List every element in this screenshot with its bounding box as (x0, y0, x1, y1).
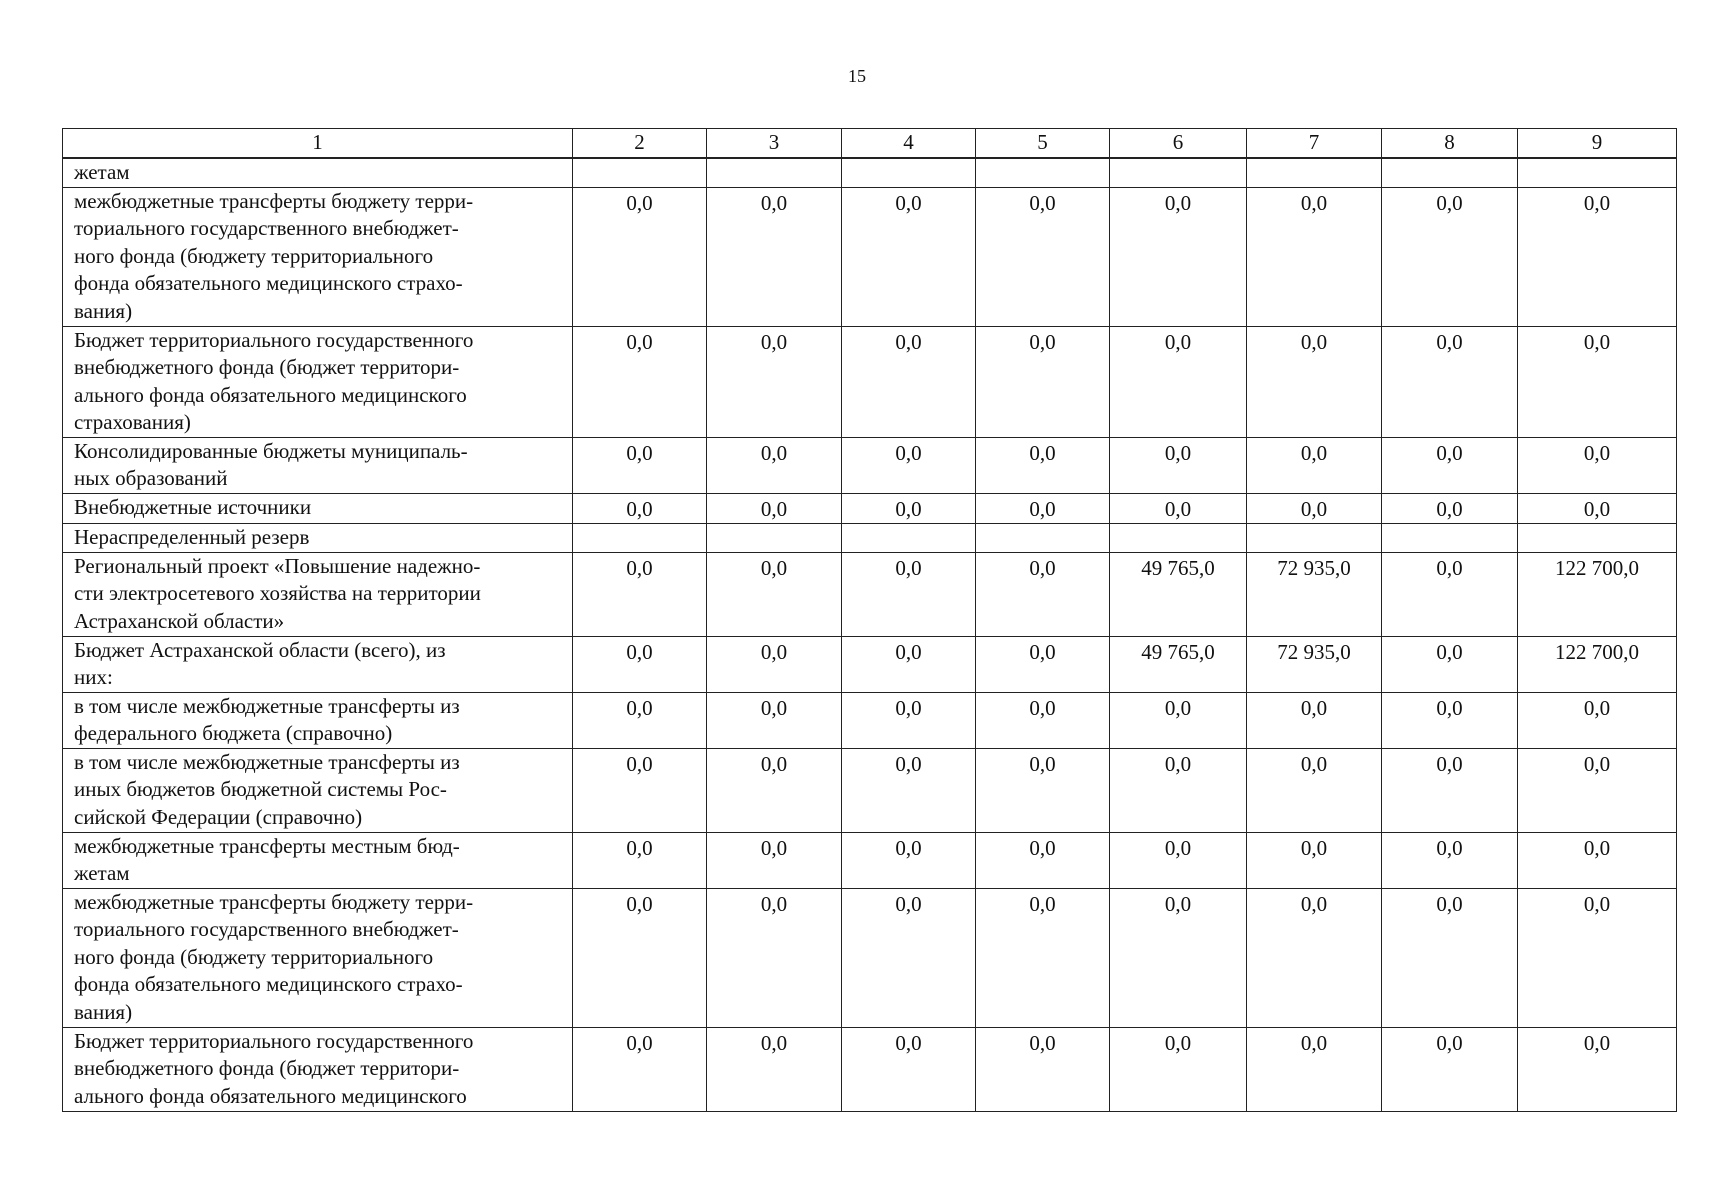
table-row (63, 493, 1677, 524)
value-cell: 0,0 (976, 832, 1110, 888)
value-cell: 0,0 (842, 692, 976, 748)
value-cell: 0,0 (1247, 326, 1382, 437)
value-cell: 0,0 (1382, 888, 1518, 1027)
column-header: 7 (1247, 129, 1382, 159)
value-cell: 0,0 (1518, 692, 1677, 748)
column-header: 1 (63, 129, 573, 159)
column-header: 3 (707, 129, 842, 159)
value-cell: 0,0 (1247, 832, 1382, 888)
row-label: межбюджетные трансферты бюджету терри- ториального государственного внебюджет- ного фонда (бюджету территориального фонда обязательного медицинского страхо- вания) (63, 888, 573, 1027)
value-cell: 0,0 (1518, 1027, 1677, 1111)
value-cell: 0,0 (707, 326, 842, 437)
value-cell: 0,0 (1110, 1027, 1247, 1111)
table-row (63, 326, 1677, 437)
column-header: 8 (1382, 129, 1518, 159)
value-cell: 0,0 (976, 692, 1110, 748)
value-cell: 0,0 (573, 692, 707, 748)
value-cell: 0,0 (976, 326, 1110, 437)
value-cell: 0,0 (707, 748, 842, 832)
value-cell (573, 158, 707, 187)
row-label: Консолидированные бюджеты муниципаль- ных образований (63, 437, 573, 493)
value-cell: 0,0 (707, 832, 842, 888)
value-cell: 0,0 (1518, 187, 1677, 326)
value-cell: 0,0 (573, 1027, 707, 1111)
table-row (63, 692, 1677, 748)
value-cell (1110, 158, 1247, 187)
value-cell: 0,0 (573, 888, 707, 1027)
value-cell (573, 524, 707, 553)
value-cell: 0,0 (1518, 437, 1677, 493)
row-label: Нераспределенный резерв (63, 524, 573, 553)
value-cell: 0,0 (1247, 748, 1382, 832)
row-label: жетам (63, 158, 573, 187)
value-cell: 0,0 (842, 437, 976, 493)
row-label: межбюджетные трансферты бюджету терри- ториального государственного внебюджет- ного фонда (бюджету территориального фонда обязательного медицинского страхо- вания) (63, 187, 573, 326)
row-label: в том числе межбюджетные трансферты из иных бюджетов бюджетной системы Рос- сийской Федерации (справочно) (63, 748, 573, 832)
value-cell: 0,0 (1247, 493, 1382, 524)
value-cell: 0,0 (1110, 326, 1247, 437)
value-cell: 0,0 (1110, 493, 1247, 524)
value-cell: 0,0 (573, 493, 707, 524)
table-row (63, 888, 1677, 1027)
value-cell: 0,0 (573, 636, 707, 692)
value-cell (976, 524, 1110, 553)
value-cell: 0,0 (1518, 748, 1677, 832)
value-cell: 0,0 (1110, 832, 1247, 888)
value-cell: 122 700,0 (1518, 636, 1677, 692)
table-row (63, 552, 1677, 636)
value-cell: 0,0 (1247, 187, 1382, 326)
value-cell: 0,0 (842, 326, 976, 437)
value-cell: 0,0 (1247, 888, 1382, 1027)
value-cell: 0,0 (842, 888, 976, 1027)
value-cell: 0,0 (707, 493, 842, 524)
value-cell (707, 158, 842, 187)
column-header: 9 (1518, 129, 1677, 159)
value-cell: 0,0 (573, 437, 707, 493)
value-cell: 0,0 (976, 552, 1110, 636)
value-cell: 0,0 (976, 888, 1110, 1027)
value-cell: 0,0 (1110, 437, 1247, 493)
value-cell: 0,0 (1382, 1027, 1518, 1111)
value-cell: 0,0 (842, 187, 976, 326)
row-label: Внебюджетные источники (63, 493, 573, 524)
value-cell: 0,0 (842, 636, 976, 692)
value-cell: 0,0 (573, 187, 707, 326)
table-row (63, 524, 1677, 553)
row-label: Бюджет Астраханской области (всего), из них: (63, 636, 573, 692)
value-cell: 0,0 (1518, 888, 1677, 1027)
value-cell: 0,0 (1382, 187, 1518, 326)
value-cell: 0,0 (1382, 326, 1518, 437)
value-cell: 0,0 (1110, 888, 1247, 1027)
value-cell: 0,0 (1110, 187, 1247, 326)
value-cell (842, 158, 976, 187)
value-cell: 0,0 (707, 1027, 842, 1111)
value-cell: 0,0 (707, 888, 842, 1027)
value-cell: 0,0 (1110, 748, 1247, 832)
value-cell (1382, 524, 1518, 553)
table-row (63, 158, 1677, 187)
value-cell: 0,0 (707, 636, 842, 692)
value-cell: 0,0 (976, 1027, 1110, 1111)
value-cell: 0,0 (976, 748, 1110, 832)
value-cell: 0,0 (573, 326, 707, 437)
value-cell: 0,0 (1382, 692, 1518, 748)
column-header: 4 (842, 129, 976, 159)
row-label: Бюджет территориального государственного внебюджетного фонда (бюджет территори- ального фонда обязательного медицинского (63, 1027, 573, 1111)
table-row (63, 437, 1677, 493)
value-cell: 72 935,0 (1247, 636, 1382, 692)
value-cell: 72 935,0 (1247, 552, 1382, 636)
value-cell: 0,0 (707, 187, 842, 326)
value-cell (1247, 158, 1382, 187)
value-cell: 0,0 (1382, 552, 1518, 636)
value-cell: 49 765,0 (1110, 636, 1247, 692)
value-cell (976, 158, 1110, 187)
funding-table (62, 128, 1677, 1112)
value-cell: 0,0 (1518, 326, 1677, 437)
value-cell: 0,0 (842, 493, 976, 524)
value-cell (842, 524, 976, 553)
table-body (63, 158, 1677, 1111)
table-row (63, 748, 1677, 832)
value-cell: 0,0 (976, 493, 1110, 524)
value-cell (1382, 158, 1518, 187)
value-cell: 0,0 (573, 832, 707, 888)
value-cell: 0,0 (1382, 832, 1518, 888)
table-row (63, 636, 1677, 692)
value-cell: 0,0 (976, 636, 1110, 692)
value-cell: 0,0 (1518, 832, 1677, 888)
value-cell: 0,0 (707, 692, 842, 748)
value-cell: 0,0 (976, 187, 1110, 326)
table-row (63, 187, 1677, 326)
value-cell: 0,0 (1382, 493, 1518, 524)
column-header: 6 (1110, 129, 1247, 159)
value-cell: 0,0 (707, 437, 842, 493)
row-label: межбюджетные трансферты местным бюд- жетам (63, 832, 573, 888)
column-header: 5 (976, 129, 1110, 159)
row-label: Региональный проект «Повышение надежно- сти электросетевого хозяйства на территории Астраханской области» (63, 552, 573, 636)
table-row (63, 832, 1677, 888)
page-number: 15 (848, 66, 866, 86)
header-row (63, 129, 1677, 159)
value-cell: 0,0 (842, 552, 976, 636)
table-row (63, 1027, 1677, 1111)
value-cell: 0,0 (1518, 493, 1677, 524)
value-cell (1110, 524, 1247, 553)
value-cell: 0,0 (1247, 692, 1382, 748)
value-cell: 0,0 (842, 748, 976, 832)
column-header: 2 (573, 129, 707, 159)
value-cell: 0,0 (707, 552, 842, 636)
value-cell: 0,0 (573, 748, 707, 832)
value-cell (1247, 524, 1382, 553)
value-cell: 0,0 (1382, 636, 1518, 692)
value-cell: 0,0 (1110, 692, 1247, 748)
row-label: в том числе межбюджетные трансферты из федерального бюджета (справочно) (63, 692, 573, 748)
value-cell: 0,0 (976, 437, 1110, 493)
value-cell: 122 700,0 (1518, 552, 1677, 636)
value-cell (1518, 158, 1677, 187)
value-cell: 49 765,0 (1110, 552, 1247, 636)
value-cell: 0,0 (573, 552, 707, 636)
row-label: Бюджет территориального государственного внебюджетного фонда (бюджет территори- ального фонда обязательного медицинского страхования) (63, 326, 573, 437)
value-cell (1518, 524, 1677, 553)
value-cell: 0,0 (1382, 748, 1518, 832)
value-cell: 0,0 (842, 1027, 976, 1111)
value-cell: 0,0 (1382, 437, 1518, 493)
value-cell: 0,0 (1247, 1027, 1382, 1111)
value-cell: 0,0 (1247, 437, 1382, 493)
value-cell (707, 524, 842, 553)
value-cell: 0,0 (842, 832, 976, 888)
